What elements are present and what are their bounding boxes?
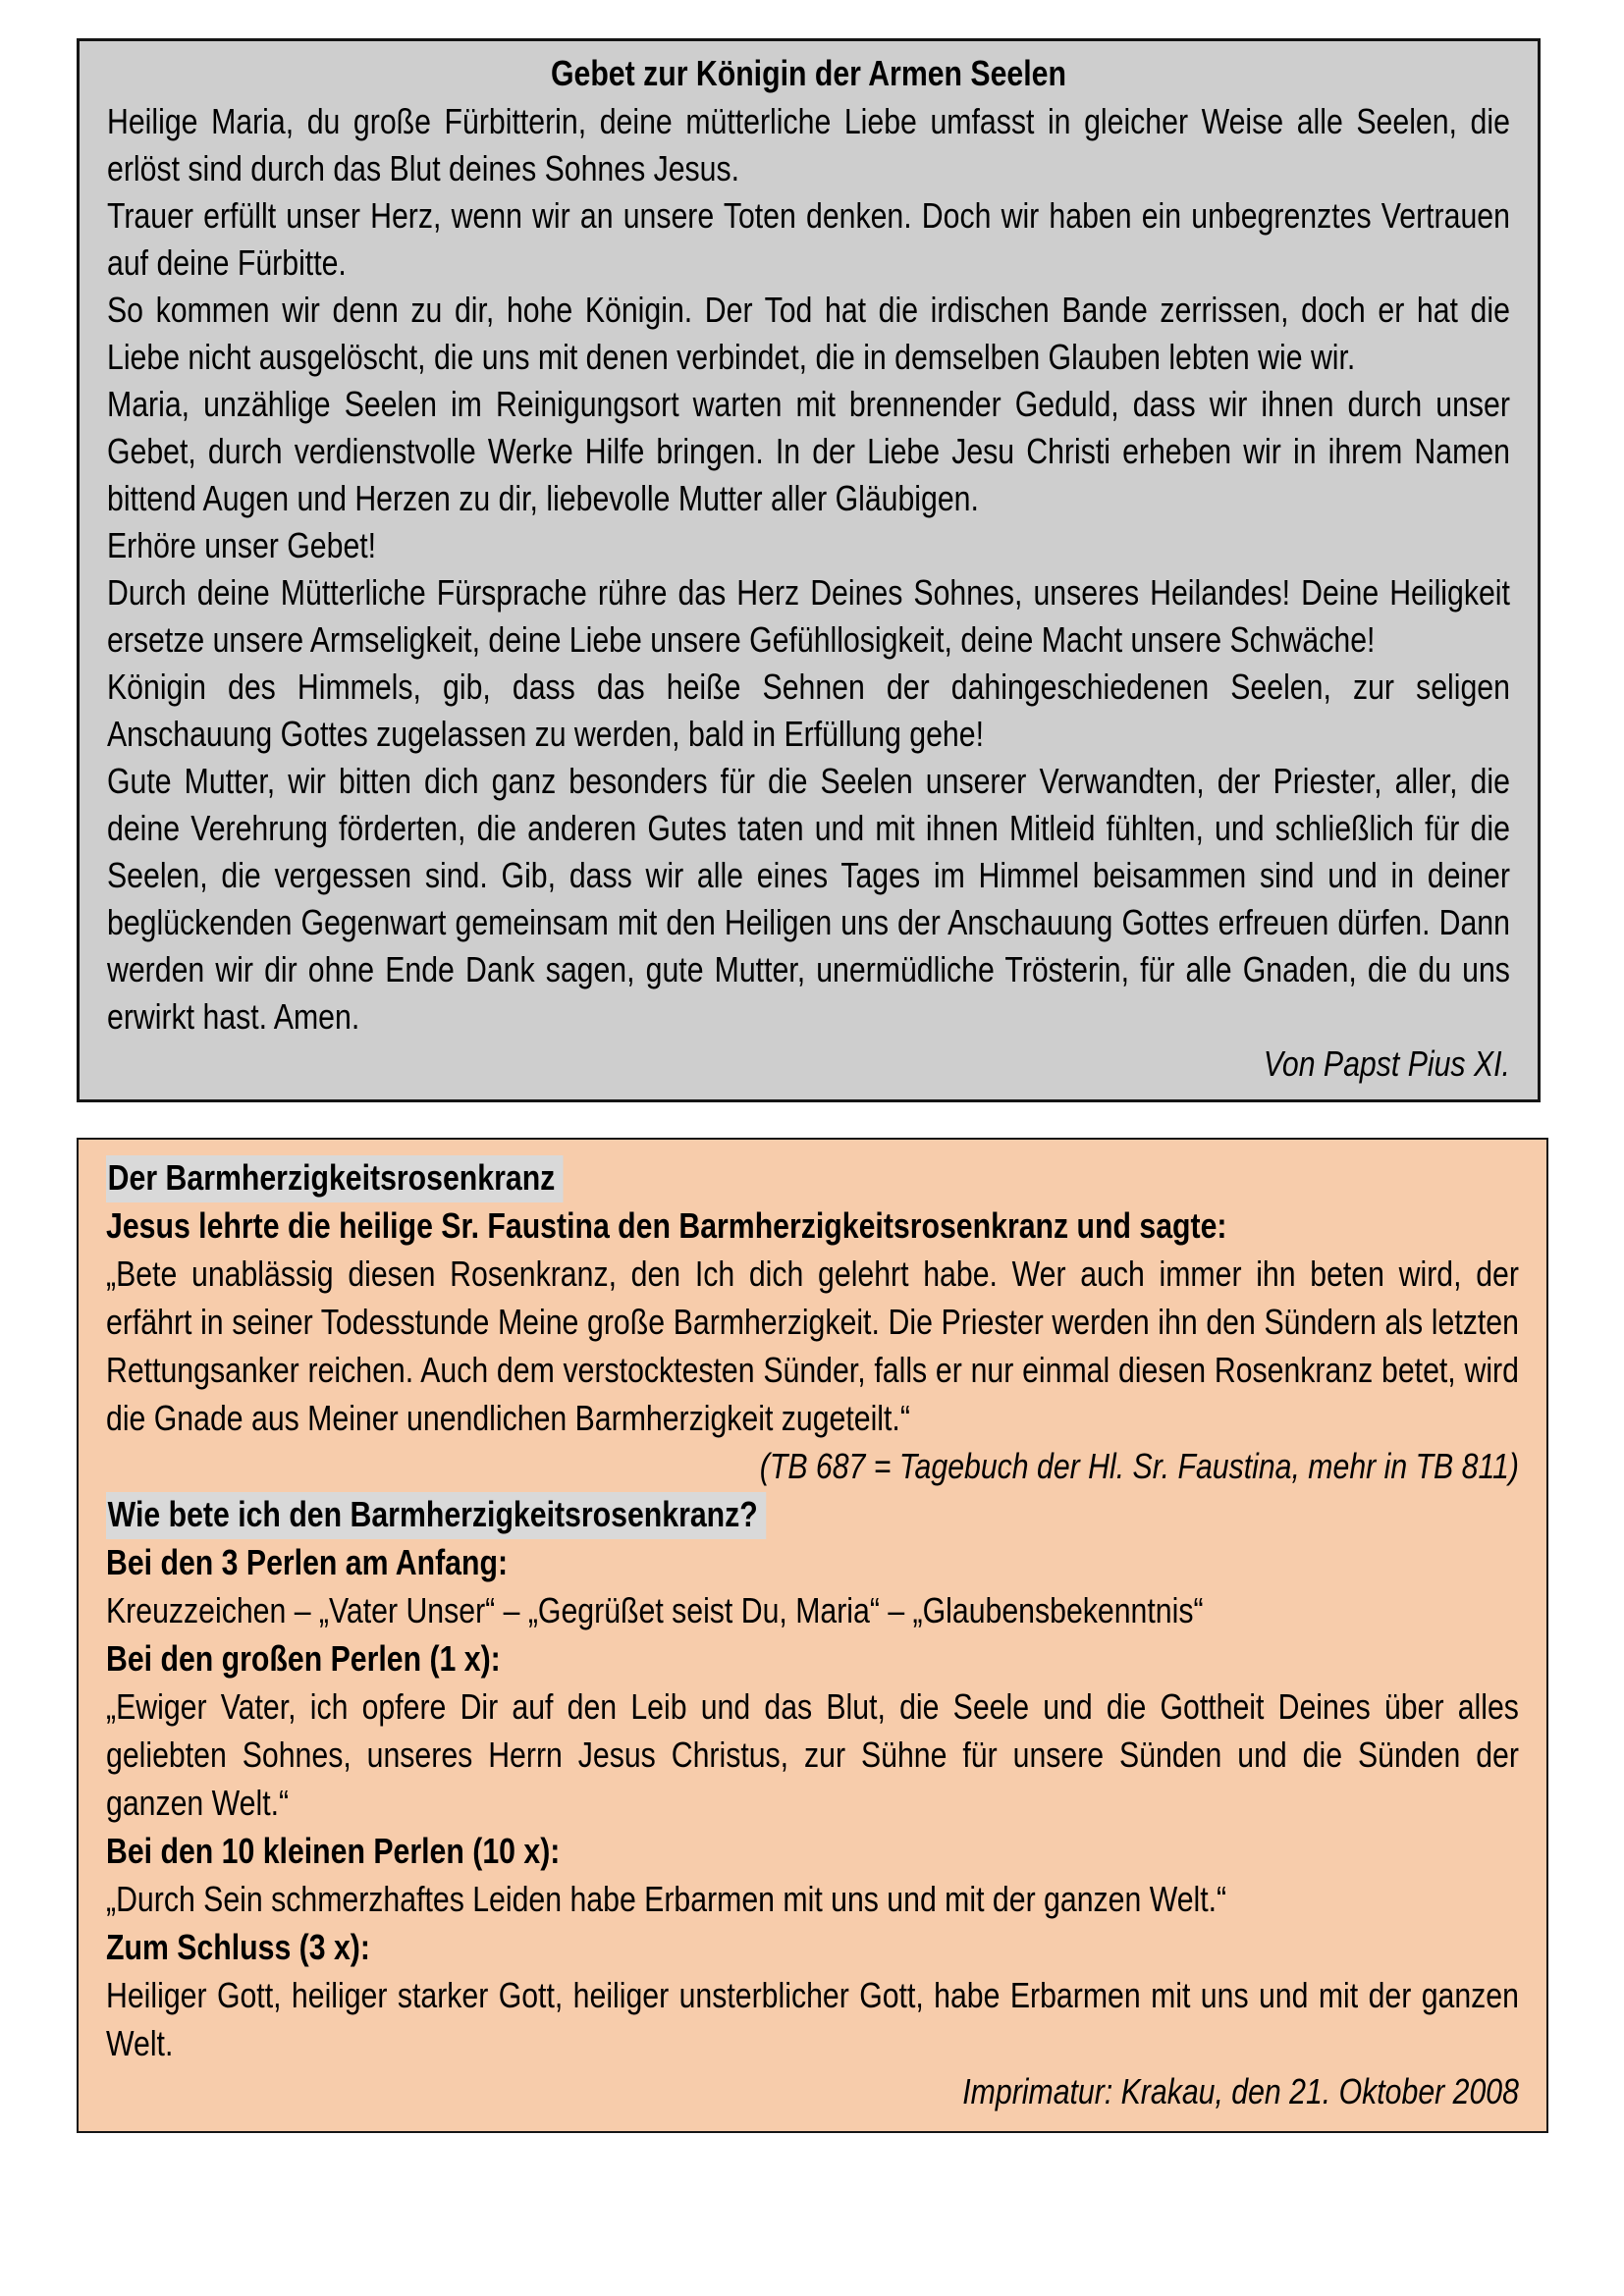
prayer-paragraph-5: Erhöre unser Gebet! — [107, 525, 377, 565]
rosary-quote-text: „Bete unablässig diesen Rosenkranz, den Ich dich gelehrt habe. Wer auch immer ihn beten wird, der erfährt in seiner Todesstunde Meine große Barmherzigkeit. Die Priester werden ihn den Sündern als letzten Rettungsanker reichen. Auch dem verstocktesten Sünder, falls er nur einmal diesen Rosenkranz betet, wird die Gnade aus Meiner unendlichen Barmherzigkeit zugeteilt.“ — [106, 1254, 1519, 1438]
step-label-3: Bei den 10 kleinen Perlen (10 x): — [106, 1831, 561, 1871]
rosary-lead: Jesus lehrte die heilige Sr. Faustina den Barmherzigkeitsrosenkranz und sagte: — [106, 1205, 1227, 1246]
prayer-paragraph-1: Heilige Maria, du große Fürbitterin, deine mütterliche Liebe umfasst in gleicher Weise alle Seelen, die erlöst sind durch das Blut deines Sohnes Jesus. — [107, 101, 1510, 188]
step-label-1: Bei den 3 Perlen am Anfang: — [106, 1542, 509, 1582]
rosary-box — [77, 1138, 1548, 2133]
how-to-heading-line — [106, 1490, 1519, 1538]
quote-source-reference: (TB 687 = Tagebuch der Hl. Sr. Faustina, mehr in TB 811) — [759, 1446, 1519, 1486]
prayer-attribution: Von Papst Pius XI. — [1263, 1043, 1510, 1084]
step-label-4: Zum Schluss (3 x): — [106, 1927, 370, 1967]
imprimatur: Imprimatur: Krakau, den 21. Oktober 2008 — [962, 2071, 1519, 2111]
rosary-quote-paragraph — [106, 1250, 1519, 1486]
prayer-box — [77, 38, 1541, 1102]
step-text-3: „Durch Sein schmerzhaftes Leiden habe Erbarmen mit uns und mit der ganzen Welt.“ — [106, 1879, 1227, 1919]
prayer-box-content — [107, 49, 1510, 1088]
step-text-1: Kreuzzeichen – „Vater Unser“ – „Gegrüßet seist Du, Maria“ – „Glaubensbekenntnis“ — [106, 1590, 1204, 1630]
step-text-2: „Ewiger Vater, ich opfere Dir auf den Leib und das Blut, die Seele und die Gottheit Deines über alles geliebten Sohnes, unseres Herrn Jesus Christus, zur Sühne für unsere Sünden und die Sünden der ganzen Welt.“ — [106, 1686, 1519, 1823]
prayer-paragraph-8: Gute Mutter, wir bitten dich ganz besonders für die Seelen unserer Verwandten, der Priester, aller, die deine Verehrung förderten, die anderen Gutes taten und mit ihnen Mitleid fühlten, und schließlich für die Seelen, die vergessen sind. Gib, dass wir alle eines Tages im Himmel beisammen sind und in deiner beglückenden Gegenwart gemeinsam mit den Heiligen uns der Anschauung Gottes erfreuen dürfen. Dann werden wir dir ohne Ende Dank sagen, gute Mutter, unermüdliche Trösterin, für alle Gnaden, die du uns erwirkt hast. Amen. — [107, 761, 1510, 1037]
prayer-title: Gebet zur Königin der Armen Seelen — [550, 53, 1066, 93]
step-text-4: Heiliger Gott, heiliger starker Gott, heiliger unsterblicher Gott, habe Erbarmen mit uns und mit der ganzen Welt. — [106, 1975, 1519, 2063]
prayer-paragraph-3: So kommen wir denn zu dir, hohe Königin. Der Tod hat die irdischen Bande zerrissen, doch er hat die Liebe nicht ausgelöscht, die uns mit denen verbindet, die in demselben Glauben lebten wie wir. — [107, 290, 1510, 377]
rosary-box-content — [106, 1153, 1519, 2115]
rosary-heading-line — [106, 1153, 1519, 1201]
prayer-paragraph-6: Durch deine Mütterliche Fürsprache rühre das Herz Deines Sohnes, unseres Heilandes! Deine Heiligkeit ersetze unsere Armseligkeit, deine Liebe unsere Gefühllosigkeit, deine Macht unsere Schwäche! — [107, 572, 1510, 660]
prayer-paragraph-4: Maria, unzählige Seelen im Reinigungsort warten mit brennender Geduld, dass wir ihnen durch unser Gebet, durch verdienstvolle Werke Hilfe bringen. In der Liebe Jesu Christi erheben wir in ihrem Namen bittend Augen und Herzen zu dir, liebevolle Mutter aller Gläubigen. — [107, 384, 1510, 518]
rosary-heading: Der Barmherzigkeitsrosenkranz — [106, 1155, 564, 1202]
prayer-paragraph-2: Trauer erfüllt unser Herz, wenn wir an unsere Toten denken. Doch wir haben ein unbegrenztes Vertrauen auf deine Fürbitte. — [107, 195, 1510, 283]
step-label-2: Bei den großen Perlen (1 x): — [106, 1638, 501, 1679]
how-to-heading: Wie bete ich den Barmherzigkeitsrosenkranz? — [106, 1492, 766, 1539]
prayer-paragraph-7: Königin des Himmels, gib, dass das heiße Sehnen der dahingeschiedenen Seelen, zur seligen Anschauung Gottes zugelassen zu werden, bald in Erfüllung gehe! — [107, 667, 1510, 754]
